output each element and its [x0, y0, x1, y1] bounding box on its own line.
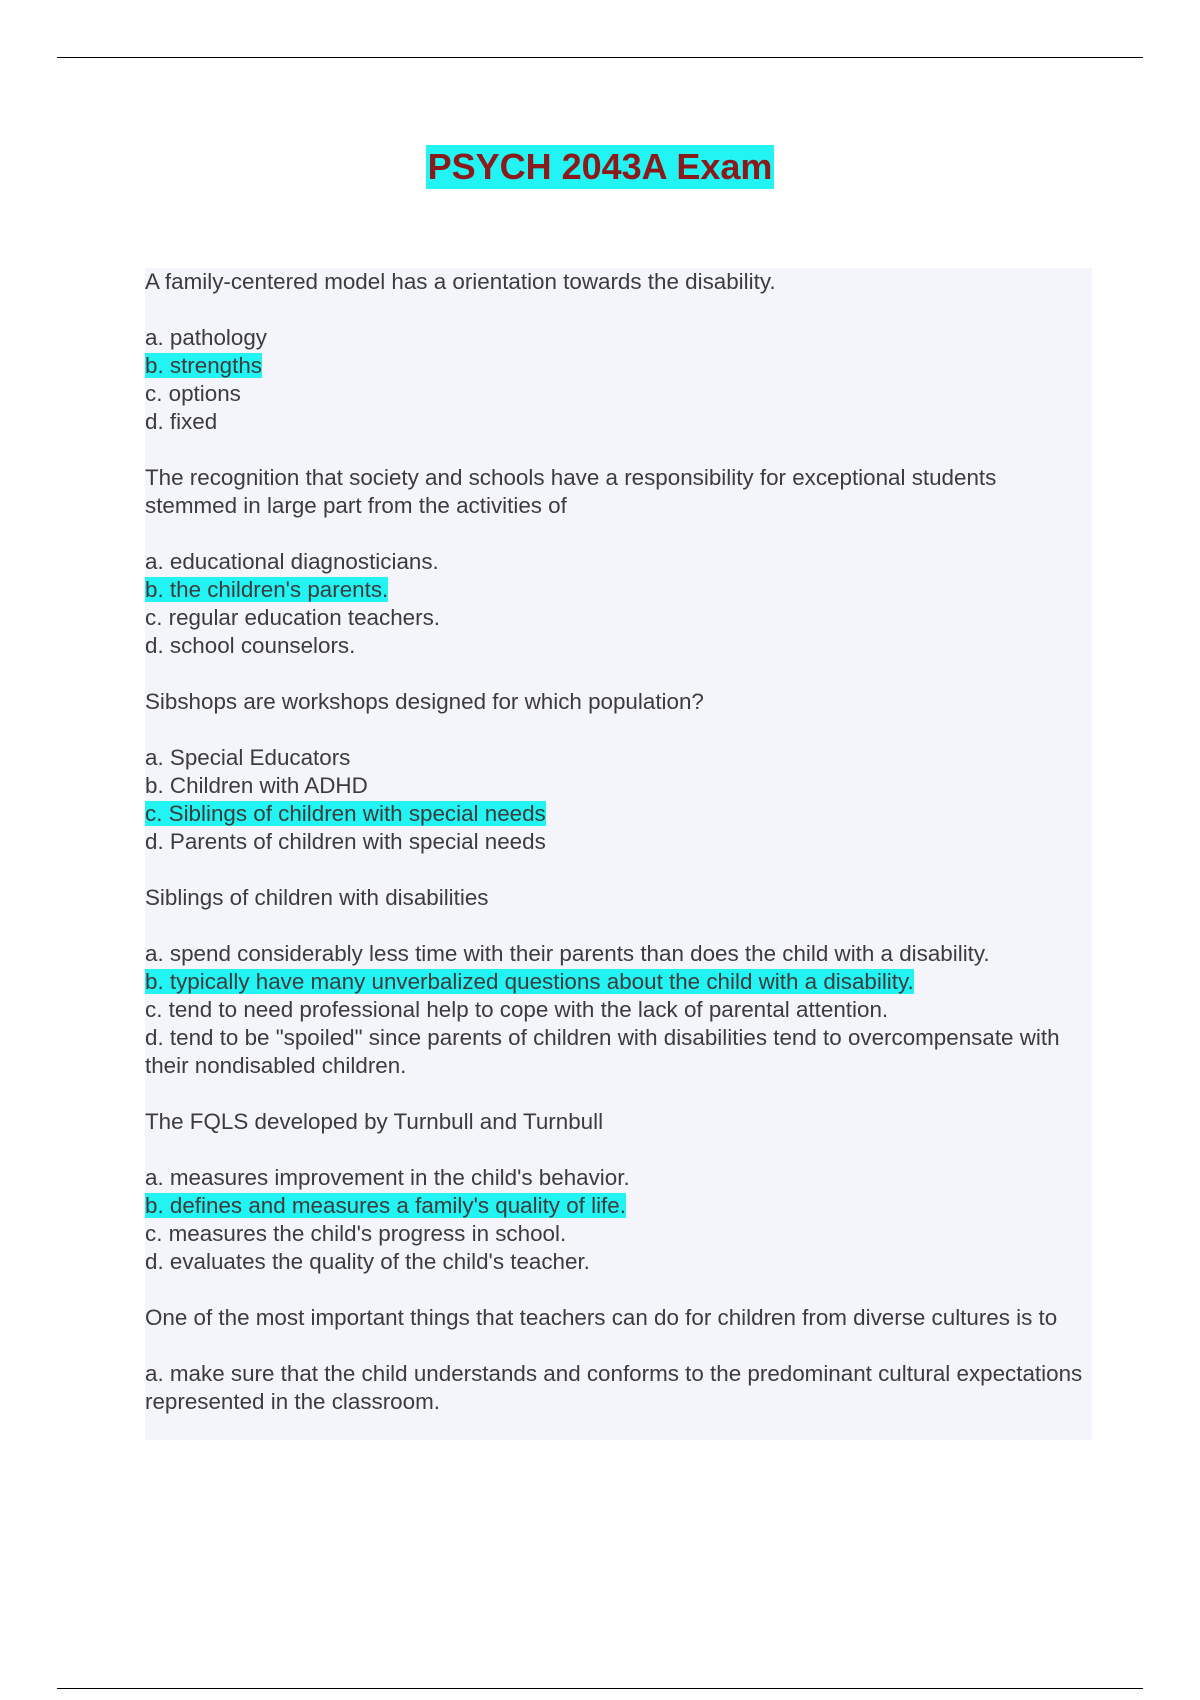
answer-option-label: c. regular education teachers. — [145, 605, 440, 630]
question-block — [145, 464, 1092, 660]
answer-option-label: b. defines and measures a family's quality of life. — [145, 1193, 626, 1218]
answer-options — [145, 744, 1092, 856]
answer-option-label: a. measures improvement in the child's behavior. — [145, 1165, 630, 1190]
answer-option-label: a. spend considerably less time with their parents than does the child with a disability. — [145, 941, 990, 966]
answer-options — [145, 1164, 1092, 1276]
answer-option — [145, 1024, 1092, 1080]
question-text: A family-centered model has a orientation towards the disability. — [145, 269, 776, 294]
answer-option-label: d. evaluates the quality of the child's teacher. — [145, 1249, 590, 1274]
answer-option-label: c. Siblings of children with special needs — [145, 801, 546, 826]
answer-options — [145, 324, 1092, 436]
answer-option-label: b. strengths — [145, 353, 262, 378]
answer-option-correct — [145, 576, 1092, 604]
answer-option-correct — [145, 968, 1092, 996]
answer-option-correct — [145, 800, 1092, 828]
question-block — [145, 268, 1092, 436]
answer-option — [145, 996, 1092, 1024]
answer-option — [145, 380, 1092, 408]
question-block — [145, 1108, 1092, 1276]
top-rule — [57, 57, 1143, 58]
question-text: Siblings of children with disabilities — [145, 885, 489, 910]
answer-option-label: a. educational diagnosticians. — [145, 549, 439, 574]
answer-option-label: d. Parents of children with special needs — [145, 829, 546, 854]
question-text: Sibshops are workshops designed for which population? — [145, 689, 704, 714]
answer-option-label: c. options — [145, 381, 241, 406]
answer-option — [145, 604, 1092, 632]
answer-option-correct — [145, 1192, 1092, 1220]
answer-option-label: c. measures the child's progress in school. — [145, 1221, 567, 1246]
answer-option — [145, 1220, 1092, 1248]
question-block — [145, 688, 1092, 856]
answer-option — [145, 772, 1092, 800]
answer-option — [145, 744, 1092, 772]
answer-option-label: d. fixed — [145, 409, 218, 434]
answer-option — [145, 1164, 1092, 1192]
question-block — [145, 1304, 1092, 1416]
answer-option — [145, 1360, 1092, 1416]
answer-option-label: d. tend to be "spoiled" since parents of children with disabilities tend to overcompensate with their nondisabled children. — [145, 1025, 1060, 1078]
answer-option — [145, 828, 1092, 856]
title-container — [0, 145, 1200, 189]
exam-content — [145, 268, 1092, 1440]
answer-option-label: b. Children with ADHD — [145, 773, 368, 798]
answer-option-label: a. make sure that the child understands and conforms to the predominant cultural expectations represented in the classroom. — [145, 1361, 1083, 1414]
answer-options — [145, 548, 1092, 660]
bottom-rule — [57, 1688, 1143, 1689]
question-text: One of the most important things that teachers can do for children from diverse cultures is to — [145, 1305, 1058, 1330]
answer-option-label: a. Special Educators — [145, 745, 351, 770]
answer-options — [145, 1360, 1092, 1416]
answer-option — [145, 632, 1092, 660]
answer-option-label: b. the children's parents. — [145, 577, 389, 602]
answer-option-label: a. pathology — [145, 325, 268, 350]
answer-option-correct — [145, 352, 1092, 380]
answer-option — [145, 940, 1092, 968]
question-text: The FQLS developed by Turnbull and Turnbull — [145, 1109, 604, 1134]
answer-options — [145, 940, 1092, 1080]
answer-option — [145, 548, 1092, 576]
question-block — [145, 884, 1092, 1080]
answer-option-label: c. tend to need professional help to cope with the lack of parental attention. — [145, 997, 889, 1022]
page-title: PSYCH 2043A Exam — [427, 146, 773, 187]
answer-option-label: d. school counselors. — [145, 633, 356, 658]
answer-option — [145, 1248, 1092, 1276]
answer-option — [145, 408, 1092, 436]
answer-option-label: b. typically have many unverbalized questions about the child with a disability. — [145, 969, 914, 994]
question-text: The recognition that society and schools have a responsibility for exceptional students stemmed in large part from the activities of — [145, 465, 997, 518]
answer-option — [145, 324, 1092, 352]
